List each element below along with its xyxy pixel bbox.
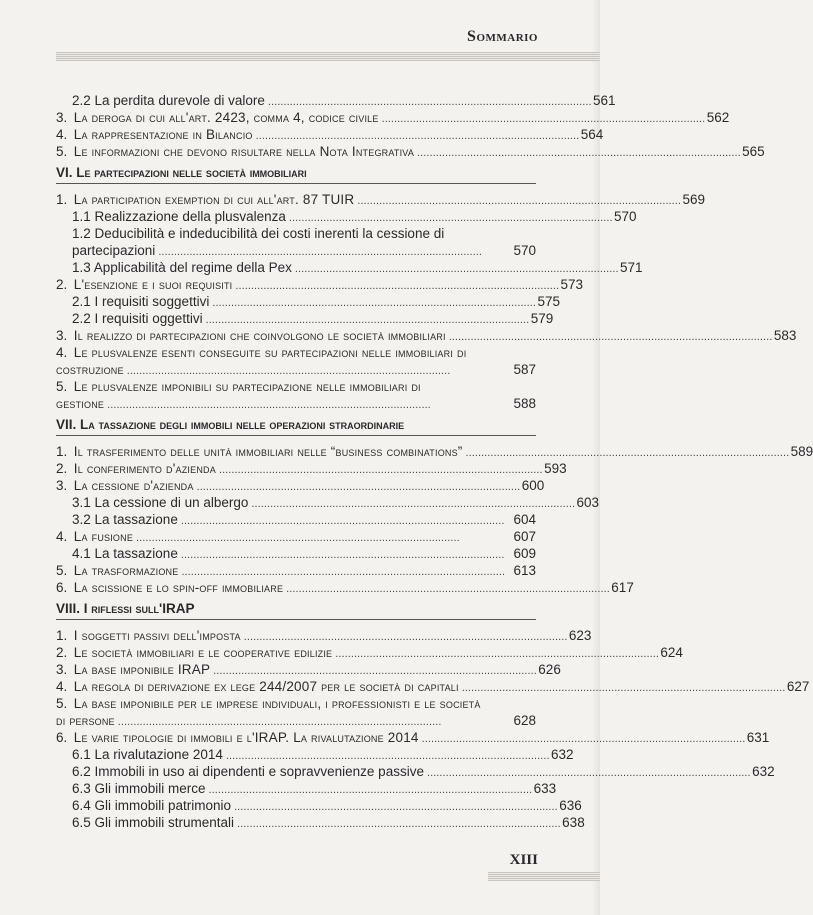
toc-entry[interactable] [56, 293, 560, 310]
toc-page-number: 624 [660, 645, 683, 660]
toc-entry-number: 4. [56, 679, 68, 694]
toc-entry-number: 1. [56, 192, 68, 207]
toc-entry-title: La trasformazione [73, 563, 179, 578]
toc-page-number: 603 [576, 495, 600, 510]
toc-entry[interactable] [56, 494, 600, 511]
toc-page-number: 638 [562, 815, 585, 830]
toc-page-number: 562 [706, 110, 730, 125]
toc-entry-title: Le informazioni che devono risultare nella Nota Integrativa [73, 144, 415, 159]
toc-page-number: 623 [568, 628, 592, 643]
toc-entry-number: 2. [56, 461, 68, 476]
section-rule [56, 619, 536, 620]
toc-page-number: 632 [752, 764, 775, 779]
toc-entry-title: 3.2 La tassazione [72, 512, 178, 527]
toc-entry-number: 2. [56, 277, 68, 292]
toc-entry[interactable] [56, 814, 585, 831]
toc-entry-title: gestione [56, 396, 105, 411]
toc-entry[interactable] [56, 729, 770, 746]
toc-entry-title: 1.3 Applicabilità del regime della Pex [72, 260, 292, 275]
toc-entry-title: 6.1 La rivalutazione 2014 [72, 747, 223, 762]
toc-entry[interactable] [56, 92, 616, 109]
toc-entry[interactable] [56, 225, 536, 259]
toc-entry[interactable] [56, 109, 730, 126]
toc-entry-title: 1.1 Realizzazione della plusvalenza [72, 209, 286, 224]
toc-entry-title: Il conferimento d'azienda [73, 461, 216, 476]
toc-entry[interactable] [56, 763, 775, 780]
toc-entry-title: costruzione [56, 362, 124, 377]
toc-entry[interactable] [56, 327, 797, 344]
toc-page-number: 607 [513, 529, 536, 544]
section-title: Le partecipazioni nelle società immobiliari [76, 165, 307, 180]
toc-page-number: 564 [580, 127, 604, 142]
toc-entry-number: 4. [56, 345, 68, 360]
toc-entry-title: La rappresentazione in Bilancio [73, 127, 253, 142]
dot-leader [286, 581, 608, 598]
toc-page-number: 631 [746, 730, 770, 745]
toc-entry[interactable] [56, 126, 604, 143]
toc-page-number: 583 [773, 328, 797, 343]
toc-page-number: 593 [544, 461, 567, 476]
toc-entry[interactable] [56, 511, 536, 528]
toc-page-number: 589 [790, 444, 813, 459]
toc-entry-title: 6.2 Immobili in uso ai dipendenti e sopravvenienze passive [72, 764, 424, 779]
toc-entry-first-line: Le plusvalenze imponibili su partecipazione nelle immobiliari di [73, 379, 421, 394]
toc-entry-title: 6.4 Gli immobili patrimonio [72, 798, 232, 813]
toc-section [56, 600, 536, 620]
toc-page-number: 627 [786, 679, 810, 694]
running-header-title: Sommario [467, 28, 538, 45]
toc-page-number: 565 [742, 144, 765, 159]
toc-entry-number: 4. [56, 529, 68, 544]
toc-page-number: 588 [513, 396, 536, 411]
toc-entry-number: 5. [56, 563, 68, 578]
toc-entry-number: 5. [56, 144, 68, 159]
toc-entry-title: La cessione d'azienda [73, 478, 194, 493]
toc-entry-title: Il trasferimento delle unità immobiliari nelle “business combinations” [73, 444, 463, 459]
toc-entry-title: 2.2 I requisiti oggettivi [72, 311, 203, 326]
section-number: VIII. [56, 601, 84, 616]
toc-entry-title: La fusione [73, 529, 134, 544]
toc-page-number: 633 [533, 781, 557, 796]
toc-entry-title: Le varie tipologie di immobili e l'IRAP. La rivalutazione 2014 [73, 730, 419, 745]
section-rule [56, 183, 536, 184]
toc-entry-title: Le società immobiliari e le cooperative edilizie [73, 645, 333, 660]
toc-entry-title: La regola di derivazione ex lege 244/2007 per le società di capitali [73, 679, 459, 694]
toc-entry[interactable] [56, 208, 637, 225]
toc-entry-title: L'esenzione e i suoi requisiti [73, 277, 233, 292]
toc-entry-number: 5. [56, 379, 68, 394]
toc-entry-title: 6.3 Gli immobili merce [72, 781, 206, 796]
toc-entry-number: 1. [56, 628, 68, 643]
toc-entry-number: 3. [56, 328, 68, 343]
toc-entry[interactable] [56, 661, 561, 678]
toc-entry[interactable] [56, 746, 574, 763]
toc-entry[interactable] [56, 695, 536, 729]
toc-section-heading [56, 600, 536, 617]
toc-entry[interactable] [56, 143, 765, 160]
toc-page-number: 579 [530, 311, 554, 326]
toc-entry[interactable] [56, 627, 592, 644]
toc-entry-title: I soggetti passivi dell'imposta [73, 628, 241, 643]
toc-entry[interactable] [56, 797, 582, 814]
section-number: VI. [56, 165, 77, 180]
toc-entry[interactable] [56, 276, 584, 293]
toc-entry-title: di persone [56, 713, 115, 728]
toc-page-number: 573 [560, 277, 584, 292]
toc-entry-title: 2.1 I requisiti soggettivi [72, 294, 210, 309]
toc-entry-number: 1. [56, 444, 68, 459]
toc-entry[interactable] [56, 310, 554, 327]
toc-page-number: 636 [559, 798, 582, 813]
toc-page-number: 632 [551, 747, 574, 762]
toc-entry-number: 3. [56, 110, 68, 125]
toc-entry-number: 6. [56, 580, 68, 595]
toc-entry-title: Il realizzo di partecipazioni che coinvolgono le società immobiliari [73, 328, 446, 343]
toc-entry[interactable] [56, 191, 705, 208]
toc-section-heading [56, 416, 536, 433]
toc-entry-first-line: 1.2 Deducibilità e indeducibilità dei costi inerenti la cessione di [72, 226, 445, 241]
section-number: VII. [56, 417, 81, 432]
toc-entry[interactable] [56, 780, 557, 797]
toc-page-number: 617 [611, 580, 634, 595]
toc-page-number: 604 [513, 512, 536, 527]
toc-page-number: 575 [537, 294, 560, 309]
toc-entry-title: La scissione e lo spin-off immobiliare [73, 580, 284, 595]
toc-page-number: 587 [513, 362, 536, 377]
toc-entry-number: 3. [56, 478, 68, 493]
toc-page-number: 570 [513, 243, 536, 258]
toc-page-number: 561 [593, 93, 616, 108]
toc-entry-title: La base imponibile IRAP [73, 662, 211, 677]
toc-entry[interactable] [56, 545, 536, 562]
toc-entry[interactable] [56, 579, 634, 596]
toc-entry-title: 2.2 La perdita durevole di valore [72, 93, 265, 108]
toc-page-number: 609 [513, 546, 536, 561]
toc-entry-first-line: La base imponibile per le imprese individuali, i professionisti e le società [73, 696, 481, 711]
footer-rule [488, 872, 600, 881]
toc-section [56, 164, 536, 184]
toc-entry[interactable] [56, 644, 683, 661]
toc-entry-title: 6.5 Gli immobili strumentali [72, 815, 235, 830]
toc-page-number: 628 [513, 713, 536, 728]
toc-page-number: 600 [521, 478, 545, 493]
toc-entry[interactable] [56, 259, 643, 276]
toc-entry-text-line1 [56, 344, 466, 361]
page-number: XIII [509, 852, 538, 868]
toc-entry-text-line1 [72, 225, 444, 242]
toc-entry[interactable] [56, 678, 810, 695]
toc-section [56, 416, 536, 436]
section-rule [56, 435, 536, 436]
toc-entry-title: 3.1 La cessione di un albergo [72, 495, 249, 510]
toc-entry[interactable] [56, 477, 545, 494]
section-title: La tassazione degli immobili nelle operazioni straordinarie [80, 417, 405, 432]
toc-page-number: 570 [614, 209, 637, 224]
toc-entry[interactable] [56, 528, 536, 545]
toc-entry-text-line1 [56, 695, 481, 712]
toc-page-number: 613 [513, 563, 536, 578]
toc-entry-number: 5. [56, 696, 68, 711]
toc-entry-title: partecipazioni [72, 243, 156, 258]
dot-leader [107, 397, 510, 414]
toc-entry[interactable] [56, 562, 536, 579]
toc-section-heading [56, 164, 536, 181]
toc-entry-number: 2. [56, 645, 68, 660]
toc-entry[interactable] [56, 378, 536, 412]
toc-entry-title: 4.1 La tassazione [72, 546, 178, 561]
toc-entry-number: 3. [56, 662, 68, 677]
toc-page-number: 626 [538, 662, 561, 677]
toc-entry-number: 4. [56, 127, 68, 142]
header-rule [56, 52, 600, 61]
toc-page-number: 571 [620, 260, 643, 275]
toc-entry-title: La participation exemption di cui all'art. 87 TUIR [73, 192, 355, 207]
dot-leader [237, 816, 559, 833]
toc-entry-text-line1 [56, 378, 421, 395]
dot-leader [417, 145, 739, 162]
toc-page-number: 569 [682, 192, 705, 207]
toc-entry[interactable] [56, 443, 813, 460]
toc-entry-number: 6. [56, 730, 68, 745]
toc-entry-title: La deroga di cui all'art. 2423, comma 4, codice civile [73, 110, 379, 125]
section-title: I riflessi sull'IRAP [83, 601, 195, 616]
toc-entry[interactable] [56, 460, 567, 477]
toc-entry[interactable] [56, 344, 536, 378]
toc-entry-first-line: Le plusvalenze esenti conseguite su partecipazioni nelle immobiliari di [73, 345, 467, 360]
table-of-contents [56, 92, 813, 831]
